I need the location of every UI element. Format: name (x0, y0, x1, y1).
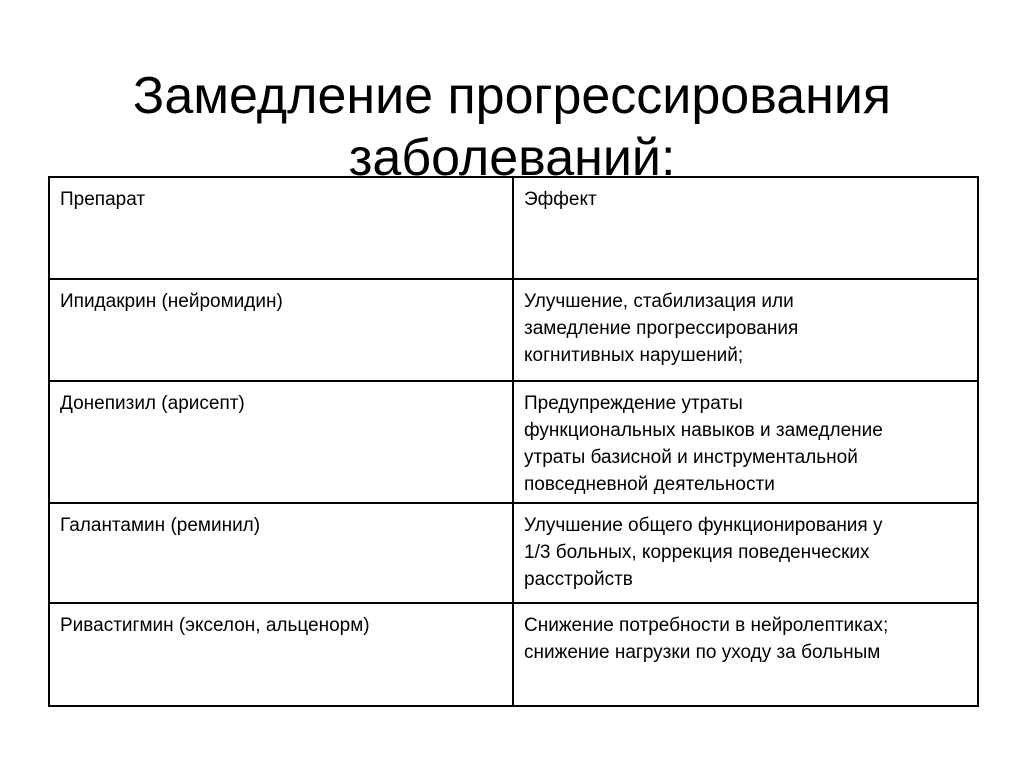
effect-cell (513, 279, 978, 381)
effect-line: утраты базисной и инструментальной (524, 447, 858, 468)
effect-line: когнитивных нарушений; (524, 345, 744, 366)
effect-line: Предупреждение утраты (524, 393, 743, 414)
drug-cell: Ривастигмин (экселон, альценорм) (49, 603, 513, 706)
table-row (49, 603, 978, 706)
title-line-2: заболеваний: (348, 128, 676, 187)
title-line-1: Замедление прогрессирования (132, 66, 892, 125)
effect-line: Улучшение, стабилизация или (524, 291, 794, 312)
effect-line: снижение нагрузки по уходу за больным (524, 642, 881, 663)
effect-line: 1/3 больных, коррекция поведенческих (524, 542, 870, 563)
header-effect: Эффект (513, 177, 978, 279)
header-drug: Препарат (49, 177, 513, 279)
effect-cell (513, 603, 978, 706)
effect-cell (513, 503, 978, 603)
drug-cell: Галантамин (реминил) (49, 503, 513, 603)
effect-line: замедление прогрессирования (524, 318, 799, 339)
effect-cell (513, 381, 978, 503)
drug-effect-table (48, 176, 979, 707)
effect-line: расстройств (524, 569, 633, 590)
drug-cell: Ипидакрин (нейромидин) (49, 279, 513, 381)
drug-cell: Донепизил (арисепт) (49, 381, 513, 503)
table-row (49, 279, 978, 381)
effect-line: Снижение потребности в нейролептиках; (524, 615, 889, 636)
effect-line: Улучшение общего функционирования у (524, 515, 883, 536)
table-row (49, 381, 978, 503)
effect-line: функциональных навыков и замедление (524, 420, 883, 441)
effect-line: повседневной деятельности (524, 474, 775, 495)
table-header-row (49, 177, 978, 279)
page-title (0, 65, 1024, 189)
table-row (49, 503, 978, 603)
